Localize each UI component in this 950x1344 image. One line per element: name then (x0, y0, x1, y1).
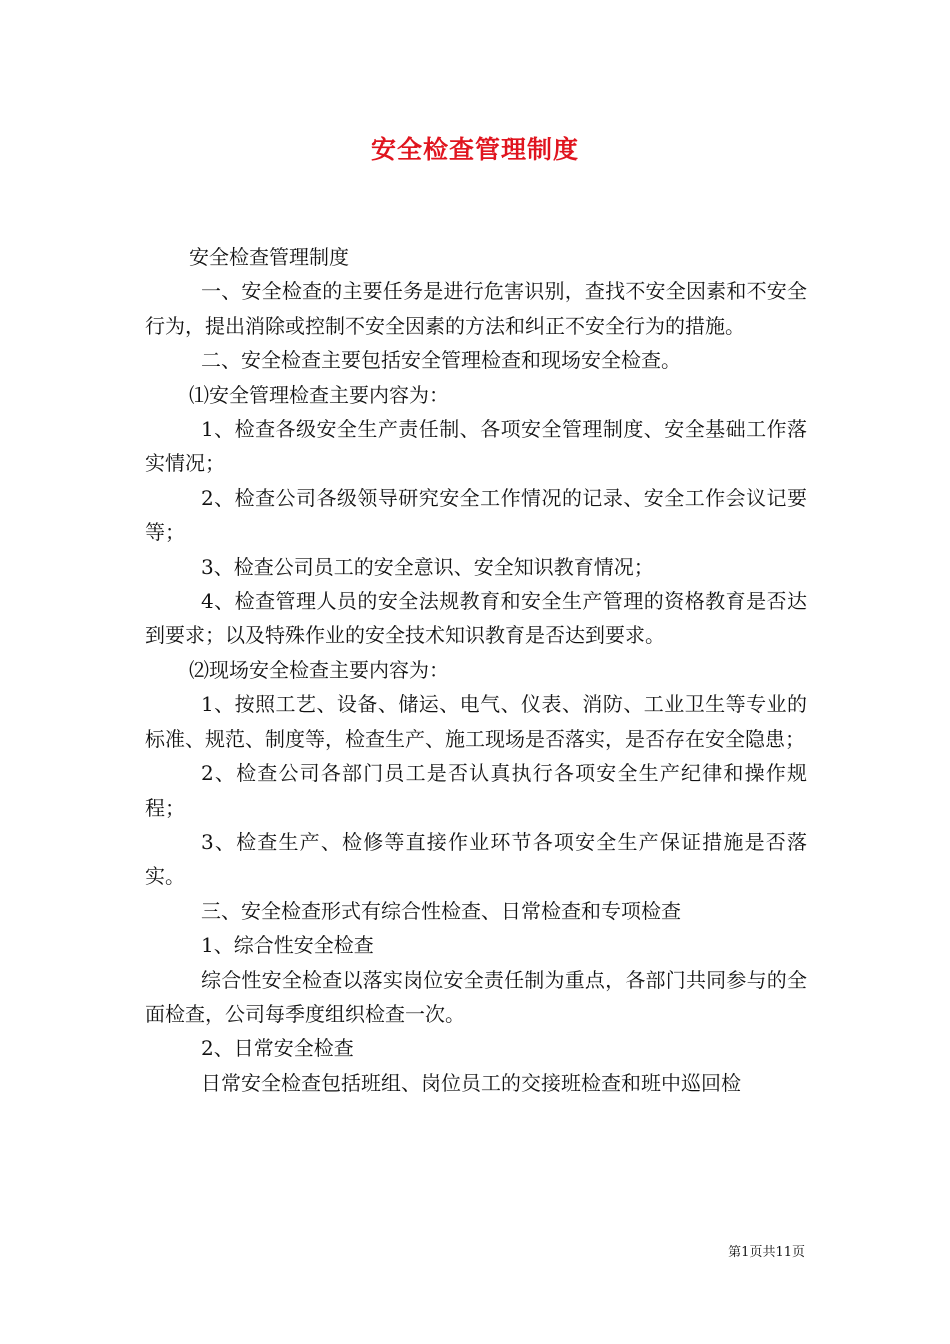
page-number: 第1页共11页 (728, 1245, 805, 1260)
paragraph: ⑴安全管理检查主要内容为： (189, 382, 449, 407)
paragraph: 二、安全检查主要包括安全管理检查和现场安全检查。 (201, 348, 681, 373)
paragraph: 2、检查公司各部门员工是否认真执行各项安全生产纪律和操作规程； (145, 761, 807, 820)
paragraph: 三、安全检查形式有综合性检查、日常检查和专项检查 (201, 898, 681, 923)
paragraph: 一、安全检查的主要任务是进行危害识别，查找不安全因素和不安全行为，提出消除或控制不安全因素的方法和纠正不安全行为的措施。 (145, 279, 807, 338)
paragraph: 4、检查管理人员的安全法规教育和安全生产管理的资格教育是否达到要求；以及特殊作业的安全技术知识教育是否达到要求。 (145, 589, 807, 648)
paragraph: 安全检查管理制度 (189, 245, 349, 269)
paragraph: 2、检查公司各级领导研究安全工作情况的记录、安全工作会议记要等； (145, 485, 807, 545)
paragraph: 1、按照工艺、设备、储运、电气、仪表、消防、工业卫生等专业的标准、规范、制度等，检查生产、施工现场是否落实，是否存在安全隐患； (145, 692, 807, 751)
document-body (145, 240, 807, 1100)
paragraph: ⑵现场安全检查主要内容为： (189, 657, 449, 682)
paragraph: 综合性安全检查以落实岗位安全责任制为重点，各部门共同参与的全面检查，公司每季度组织检查一次。 (145, 967, 807, 1026)
paragraph: 日常安全检查包括班组、岗位员工的交接班检查和班中巡回检 (201, 1070, 741, 1095)
paragraph: 1、检查各级安全生产责任制、各项安全管理制度、安全基础工作落实情况； (145, 417, 807, 476)
paragraph: 1、综合性安全检查 (201, 933, 374, 958)
paragraph: 2、日常安全检查 (201, 1036, 354, 1061)
paragraph: 3、检查公司员工的安全意识、安全知识教育情况； (201, 554, 654, 579)
document-title: 安全检查管理制度 (370, 135, 579, 164)
paragraph: 3、检查生产、检修等直接作业环节各项安全生产保证措施是否落实。 (145, 829, 807, 889)
